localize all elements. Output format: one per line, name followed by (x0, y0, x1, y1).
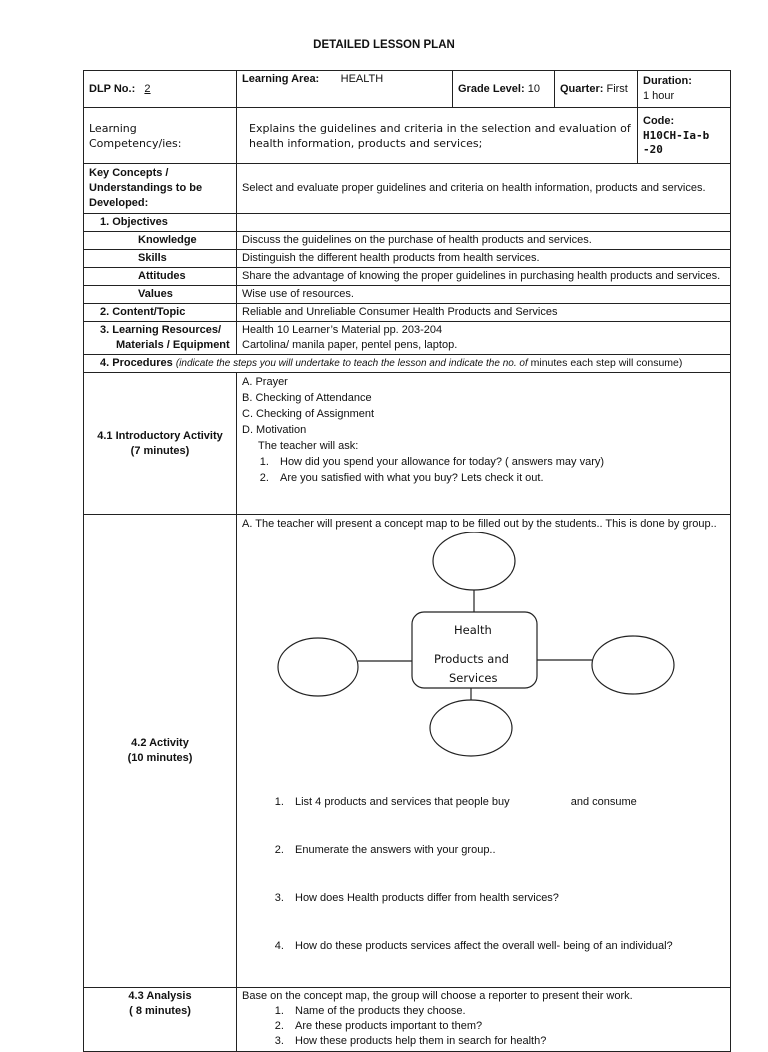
analysis-question: 3. How these products help them in search for health? (287, 1034, 725, 1049)
attitudes-row (84, 268, 731, 286)
motivation-question: 2. Are you satisfied with what you buy? Lets check it out. (272, 470, 725, 486)
analysis-label-cell (84, 988, 237, 1052)
concept-center-line1: Health (454, 623, 492, 637)
competency-label-cell (84, 108, 237, 164)
grade-level-label: Grade Level: (458, 82, 525, 95)
intro-item-motivation: D. Motivation (242, 424, 307, 436)
activity-step: 2. Enumerate the answers with your group.. (287, 842, 725, 858)
activity-step: 4. How do these products services affect the overall well- being of an individual? (287, 938, 725, 954)
activity-label: 4.2 Activity (131, 737, 189, 749)
analysis-question: 2. Are these products important to them? (287, 1019, 725, 1034)
activity-step: 3. How does Health products differ from health services? (287, 890, 725, 906)
dlp-label: DLP No.: (89, 82, 136, 95)
activity-minutes: (10 minutes) (127, 752, 193, 764)
concept-bubble-left (278, 638, 358, 696)
header-row (84, 71, 731, 108)
procedures-label: 4. Procedures (100, 357, 173, 369)
objectives-row (84, 214, 731, 232)
resources-row (84, 322, 731, 355)
procedures-cell (84, 355, 731, 373)
concept-center-line2: Products and (434, 652, 509, 666)
values-text: Wise use of resources. (237, 286, 731, 304)
learning-area-label: Learning Area: (242, 73, 320, 85)
content-row (84, 304, 731, 322)
knowledge-row (84, 232, 731, 250)
procedures-note: (indicate the steps you will undertake to teach the lesson and indicate the no. of (175, 358, 528, 369)
analysis-row (84, 988, 731, 1052)
introductory-label: 4.1 Introductory Activity (97, 429, 223, 442)
activity-content (237, 515, 731, 988)
resources-label-line2: Materials / Equipment (116, 339, 230, 351)
code-cell (638, 108, 731, 164)
analysis-question: 1. Name of the products they choose. (287, 1004, 725, 1019)
analysis-minutes: ( 8 minutes) (129, 1005, 191, 1017)
code-value: H10CH-Ia-b-20 (643, 129, 710, 156)
introductory-row (84, 373, 731, 515)
key-concepts-row (84, 164, 731, 214)
knowledge-label: Knowledge (84, 232, 237, 250)
key-concepts-text: Select and evaluate proper guidelines and criteria on health information, products and services. (237, 164, 731, 214)
quarter-value: First (606, 82, 628, 95)
teacher-ask: The teacher will ask: (258, 440, 359, 452)
objectives-empty (237, 214, 731, 232)
analysis-questions (242, 1004, 725, 1049)
competency-label-line1: Learning (89, 121, 137, 135)
activity-steps (242, 762, 725, 986)
activity-row (84, 515, 731, 988)
introductory-minutes: (7 minutes) (130, 444, 190, 457)
concept-bubble-right (592, 636, 674, 694)
content-label: 2. Content/Topic (84, 304, 237, 322)
duration-label: Duration: (643, 75, 692, 87)
duration-value: 1 hour (643, 90, 675, 102)
quarter-cell (555, 71, 638, 108)
intro-item-prayer: A. Prayer (242, 376, 288, 388)
motivation-question: 1. How did you spend your allowance for today? ( answers may vary) (272, 454, 725, 470)
resources-label-line1: 3. Learning Resources/ (100, 324, 222, 336)
resources-label-cell (84, 322, 237, 355)
key-concepts-label: Key Concepts / Understandings to be Developed: (84, 164, 237, 214)
introductory-label-cell (84, 373, 237, 515)
intro-item-assignment: C. Checking of Assignment (242, 408, 375, 420)
introductory-content (237, 373, 731, 515)
resources-line2: Cartolina/ manila paper, pentel pens, laptop. (242, 339, 458, 351)
dlp-cell (84, 71, 237, 108)
procedures-note-tail: minutes each step will consume) (527, 357, 683, 369)
knowledge-text: Discuss the guidelines on the purchase of health products and services. (237, 232, 731, 250)
code-label: Code: (643, 115, 675, 127)
skills-label: Skills (84, 250, 237, 268)
activity-label-cell (84, 515, 237, 988)
activity-step: 1. List 4 products and services that people buy and consume (287, 794, 725, 810)
objectives-label: 1. Objectives (84, 214, 237, 232)
competency-row (84, 108, 731, 164)
activity-intro: A. The teacher will present a concept map to be filled out by the students.. This is done by group.. (242, 518, 717, 530)
quarter-label: Quarter: (560, 82, 604, 95)
grade-level-cell (453, 71, 555, 108)
values-label: Values (84, 286, 237, 304)
analysis-intro: Base on the concept map, the group will choose a reporter to present their work. (242, 990, 633, 1002)
competency-text: Explains the guidelines and criteria in the selection and evaluation of health information, products and services; (237, 108, 638, 164)
concept-map (262, 532, 682, 757)
resources-text-cell (237, 322, 731, 355)
learning-area-value: HEALTH (340, 73, 384, 85)
analysis-content (237, 988, 731, 1052)
analysis-label: 4.3 Analysis (128, 990, 192, 1002)
concept-center-line3: Services (449, 671, 498, 685)
concept-bubble-top (433, 532, 515, 590)
resources-line1: Health 10 Learner’s Material pp. 203-204 (242, 324, 443, 336)
learning-area-cell (237, 71, 453, 108)
content-text: Reliable and Unreliable Consumer Health Products and Services (237, 304, 731, 322)
concept-bubble-bottom (430, 700, 512, 756)
procedures-row (84, 355, 731, 373)
lesson-plan-table (83, 70, 731, 1052)
duration-cell (638, 71, 731, 108)
skills-row (84, 250, 731, 268)
values-row (84, 286, 731, 304)
competency-label-line2: Competency/ies: (89, 136, 182, 150)
document-title: DETAILED LESSON PLAN (313, 39, 455, 51)
skills-text: Distinguish the different health products from health services. (237, 250, 731, 268)
motivation-questions (242, 454, 725, 486)
attitudes-label: Attitudes (84, 268, 237, 286)
intro-item-attendance: B. Checking of Attendance (242, 392, 372, 404)
grade-level-value: 10 (527, 82, 540, 95)
attitudes-text: Share the advantage of knowing the proper guidelines in purchasing health products and services. (237, 268, 731, 286)
dlp-value: 2 (144, 82, 151, 95)
